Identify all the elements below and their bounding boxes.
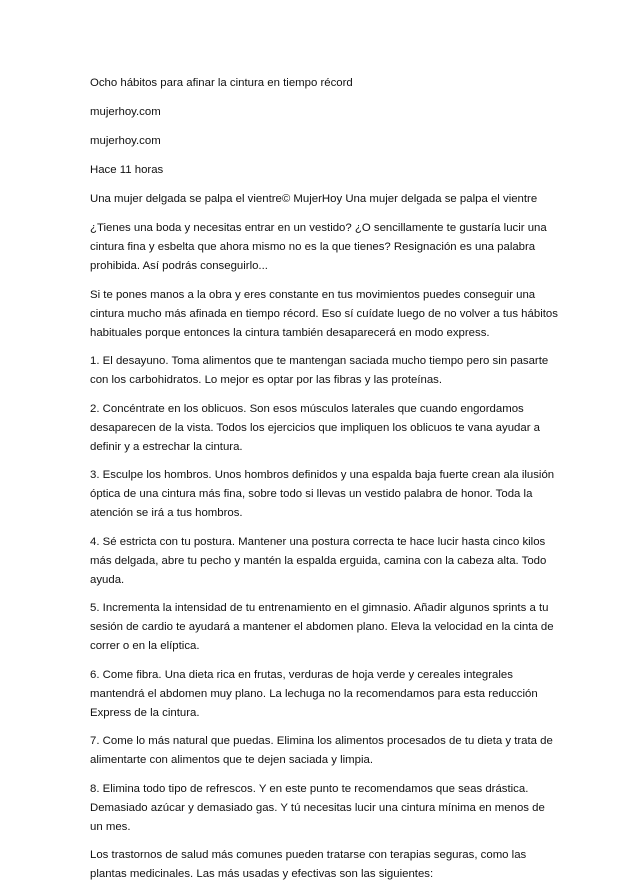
paragraph-tip-3: 3. Esculpe los hombros. Unos hombros definidos y una espalda baja fuerte crean ala ilusión óptica de una cintura más fina, sobre todo si llevas un vestido palabra de honor. Toda la atención se irá a tus hombros.: [90, 469, 555, 519]
paragraph: Si te pones manos a la obra y eres constante en tus movimientos puedes conseguir una cintura mucho más afinada en tiempo récord. Eso sí cuídate luego de no volver a tus hábitos habituales porque entonces la cintura también desaparecerá en modo express.: [90, 288, 558, 339]
document-body: [90, 74, 560, 894]
paragraph-tip-7: 7. Come lo más natural que puedas. Elimina los alimentos procesados de tu dieta y trata de alimentarte con alimentos que te dejen saciada y limpia.: [90, 735, 553, 766]
paragraph-tip-2: 2. Concéntrate en los oblicuos. Son esos músculos laterales que cuando engordamos desaparecen de la vista. Todos los ejercicios que impliquen los oblicuos te vana ayudar a definir y a estrechar la cintura.: [90, 402, 540, 453]
paragraph-intro: ¿Tienes una boda y necesitas entrar en un vestido? ¿O sencillamente te gustaría lucir una cintura fina y esbelta que ahora mismo no es la que tienes? Resignación es una palabra prohibida. Así podrás conseguirlo...: [90, 222, 547, 272]
paragraph-tip-1: 1. El desayuno. Toma alimentos que te mantengan saciada mucho tiempo pero sin pasarte con los carbohidratos. Lo mejor es optar por las fibras y las proteínas.: [90, 355, 549, 386]
paragraph-closing: Los trastornos de salud más comunes pueden tratarse con terapias seguras, como las plantas medicinales. Las más usadas y efectivas son las siguientes:: [90, 849, 527, 880]
timestamp: Hace 11 horas: [90, 164, 164, 176]
source-line: mujerhoy.com: [90, 135, 161, 147]
image-caption: Una mujer delgada se palpa el vientre© MujerHoy Una mujer delgada se palpa el vientre: [90, 193, 538, 205]
paragraph-tip-6: 6. Come fibra. Una dieta rica en frutas, verduras de hoja verde y cereales integrales mantendrá el abdomen muy plano. La lechuga no la recomendamos para esta reducción Express de la cintura.: [90, 668, 538, 719]
source-line: mujerhoy.com: [90, 106, 161, 118]
paragraph-tip-4: 4. Sé estricta con tu postura. Mantener una postura correcta te hace lucir hasta cinco kilos más delgada, abre tu pecho y mantén la espalda erguida, camina con la cabeza alta. Todo ayuda.: [90, 535, 547, 586]
paragraph-tip-5: 5. Incrementa la intensidad de tu entrenamiento en el gimnasio. Añadir algunos sprints a tu sesión de cardio te ayudará a mantener el abdomen plano. Eleva la velocidad en la cinta de correr o en la elíptica.: [90, 602, 554, 652]
document-title: Ocho hábitos para afinar la cintura en tiempo récord: [90, 77, 353, 89]
paragraph-tip-8: 8. Elimina todo tipo de refrescos. Y en este punto te recomendamos que seas drástica. Demasiado azúcar y demasiado gas. Y tú necesitas lucir una cintura mínima en menos de un mes.: [90, 782, 545, 833]
